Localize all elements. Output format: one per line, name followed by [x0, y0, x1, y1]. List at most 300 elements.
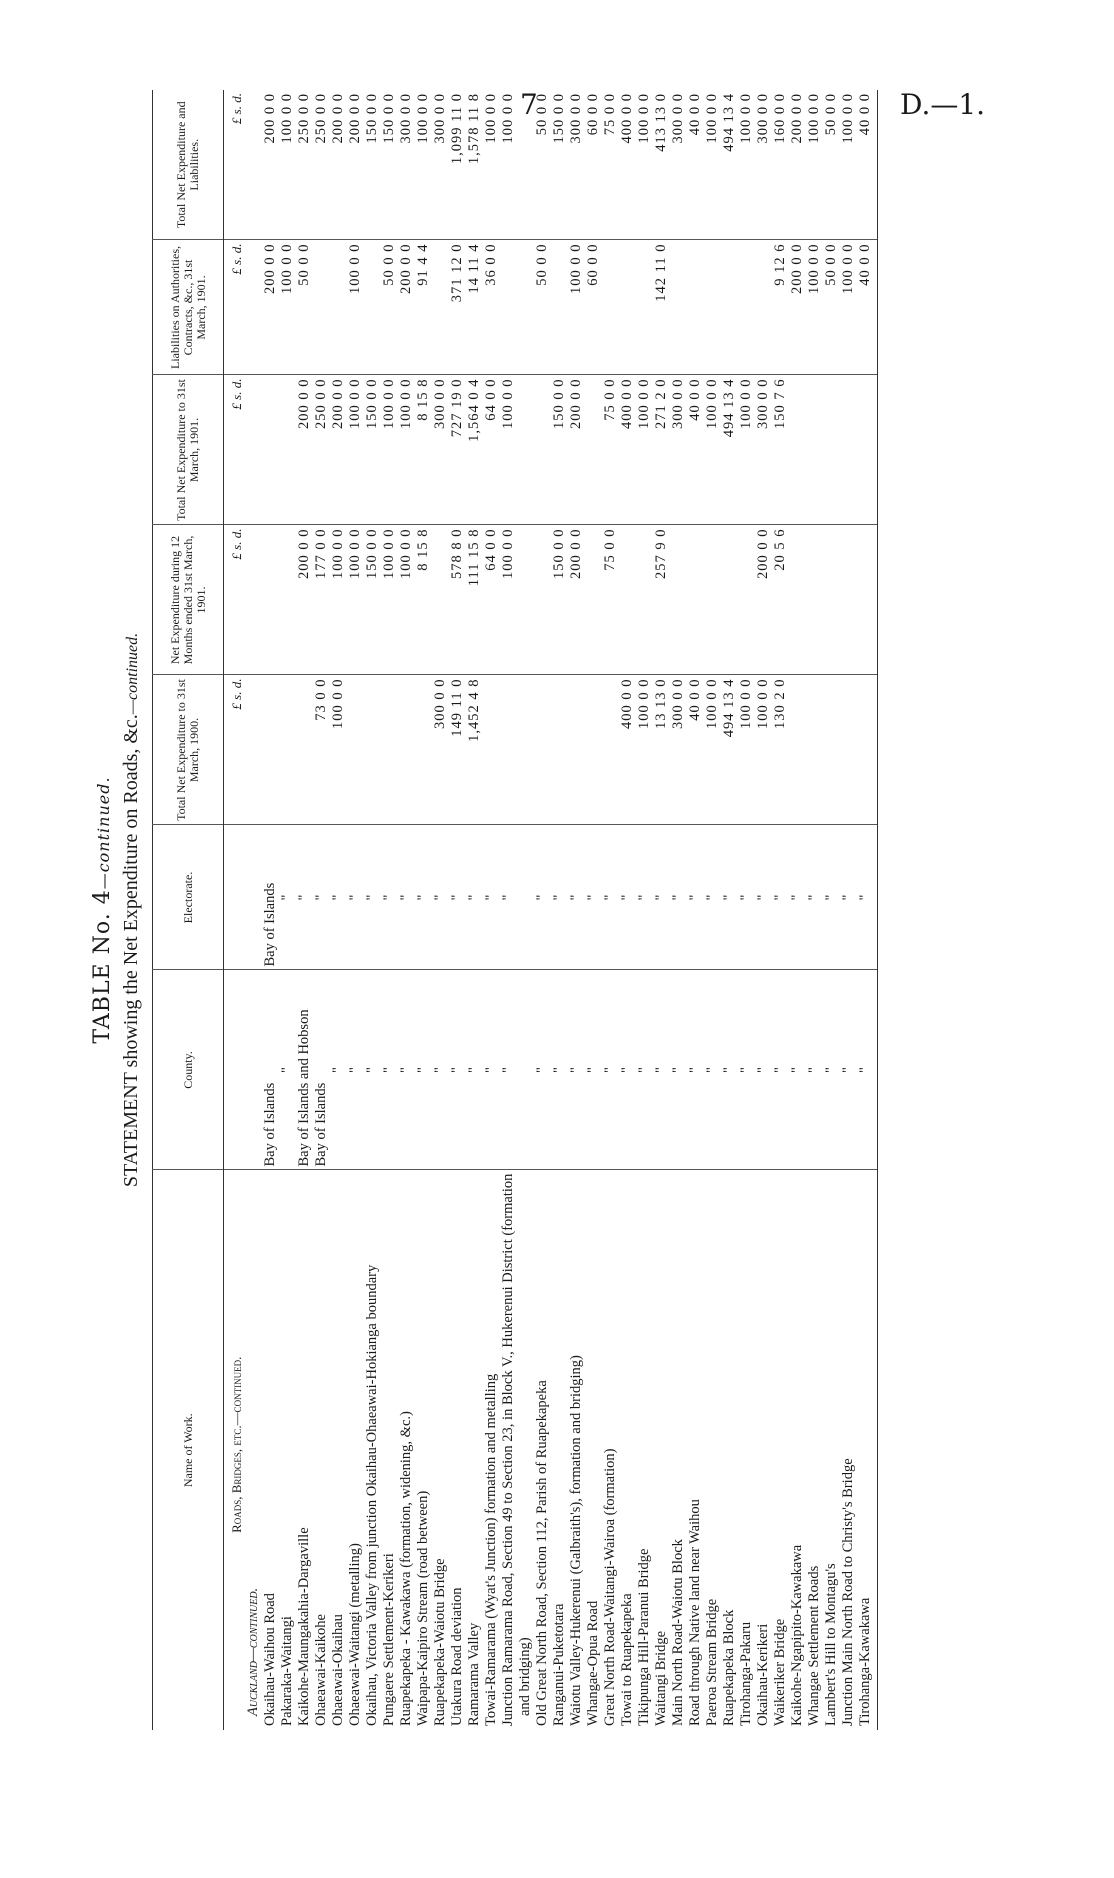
exp12-cell — [636, 525, 653, 675]
county-cell: " — [738, 970, 755, 1170]
liabilities-cell — [670, 240, 687, 375]
table-row — [500, 90, 534, 1730]
units-label: £ s. d. — [229, 93, 244, 125]
total-cell: 1,099 11 0 — [449, 93, 465, 165]
exp1901-cell: 8 15 8 — [415, 375, 432, 525]
expenditure-table — [152, 90, 878, 1730]
work-cell: Tirohanga-Kawakawa — [857, 1170, 878, 1730]
liabilities-cell — [687, 240, 704, 375]
exp1900-cell — [483, 675, 500, 825]
exp1901-cell: 100 0 0 — [704, 375, 721, 525]
exp12-cell — [840, 525, 857, 675]
table-row — [738, 90, 755, 1730]
county-cell: " — [449, 970, 466, 1170]
table-row — [483, 90, 500, 1730]
exp1900-cell — [534, 675, 551, 825]
electorate-cell: Bay of Islands — [262, 825, 279, 970]
section-title: Roads, Bridges, etc.—continued. — [224, 1170, 246, 1730]
col-header-exp1900: Total Net Expenditure to 31st March, 1900. — [153, 675, 224, 825]
total-cell: 200 0 0 — [347, 93, 363, 144]
electorate-cell: " — [772, 825, 789, 970]
exp1901-cell: 100 0 0 — [500, 375, 534, 525]
county-cell: Bay of Islands — [262, 970, 279, 1170]
work-cell: Pakaraka-Waitangi — [279, 1170, 296, 1730]
exp1900-cell — [857, 675, 878, 825]
work-cell: Utakura Road deviation — [449, 1170, 466, 1730]
total-cell: 100 0 0 — [806, 93, 822, 144]
electorate-cell: " — [551, 825, 568, 970]
liabilities-cell: 50 0 0 — [534, 240, 551, 375]
county-cell: " — [381, 970, 398, 1170]
total-cell: 100 0 0 — [704, 93, 720, 144]
exp12-cell — [789, 525, 806, 675]
electorate-cell: " — [585, 825, 602, 970]
exp12-cell: 111 15 8 — [466, 525, 483, 675]
empty-cell — [245, 525, 262, 675]
exp12-cell: 8 15 8 — [415, 525, 432, 675]
exp1901-cell: 75 0 0 — [602, 375, 619, 525]
county-cell: " — [653, 970, 670, 1170]
table-row — [381, 90, 398, 1730]
exp1901-cell: 200 0 0 — [568, 375, 585, 525]
exp12-cell: 100 0 0 — [500, 525, 534, 675]
exp1900-cell — [262, 675, 279, 825]
table-row — [449, 90, 466, 1730]
total-cell: 494 13 4 — [721, 93, 737, 152]
col-header-total: Total Net Expenditure and Liabilities. — [153, 90, 224, 240]
exp12-cell — [279, 525, 296, 675]
electorate-cell: " — [483, 825, 500, 970]
empty-cell — [245, 825, 262, 970]
exp1900-cell — [347, 675, 364, 825]
exp12-cell: 100 0 0 — [398, 525, 415, 675]
county-cell: Bay of Islands — [313, 970, 330, 1170]
exp1901-cell: 100 0 0 — [398, 375, 415, 525]
liabilities-cell — [704, 240, 721, 375]
col-header-liabilities: Liabilities on Authorities, Contracts, &c., 31st March, 1901. — [153, 240, 224, 375]
page-number: 7 — [520, 88, 538, 121]
exp1900-cell: 149 11 0 — [449, 675, 466, 825]
exp12-cell — [619, 525, 636, 675]
exp1901-cell: 64 0 0 — [483, 375, 500, 525]
exp1900-cell — [840, 675, 857, 825]
exp1901-cell — [789, 375, 806, 525]
exp1900-cell — [500, 675, 534, 825]
county-cell: " — [534, 970, 551, 1170]
exp12-cell: 100 0 0 — [381, 525, 398, 675]
work-cell: Okaihau-Kerikeri — [755, 1170, 772, 1730]
table-row — [313, 90, 330, 1730]
table-row — [347, 90, 364, 1730]
electorate-cell: " — [670, 825, 687, 970]
work-cell: Whangae Settlement Roads — [806, 1170, 823, 1730]
exp12-cell: 100 0 0 — [330, 525, 347, 675]
electorate-cell: " — [840, 825, 857, 970]
work-cell: Great North Road-Waitangi-Wairoa (formation) — [602, 1170, 619, 1730]
col-header-exp12: Net Expenditure during 12 Months ended 31st March, 1901. — [153, 525, 224, 675]
exp1900-cell: 494 13 4 — [721, 675, 738, 825]
table-row — [653, 90, 670, 1730]
exp12-cell — [687, 525, 704, 675]
electorate-cell: " — [687, 825, 704, 970]
liabilities-cell — [721, 240, 738, 375]
liabilities-cell: 200 0 0 — [398, 240, 415, 375]
exp1900-cell — [602, 675, 619, 825]
table-row — [721, 90, 738, 1730]
electorate-cell: " — [313, 825, 330, 970]
units-label: £ s. d. — [224, 525, 246, 675]
liabilities-cell: 371 12 0 — [449, 240, 466, 375]
work-cell: Ruapekapeka-Waiotu Bridge — [432, 1170, 449, 1730]
total-cell: 300 0 0 — [432, 93, 448, 144]
exp1901-cell — [806, 375, 823, 525]
liabilities-cell: 9 12 6 — [772, 240, 789, 375]
exp1900-cell: 13 13 0 — [653, 675, 670, 825]
liabilities-cell — [330, 240, 347, 375]
empty-cell — [245, 675, 262, 825]
exp1900-cell: 1,452 4 8 — [466, 675, 483, 825]
table-row — [585, 90, 602, 1730]
total-cell: 250 0 0 — [313, 93, 329, 144]
table-row — [534, 90, 551, 1730]
exp1901-cell: 150 7 6 — [772, 375, 789, 525]
col-header-county: County. — [153, 970, 224, 1170]
county-cell: " — [602, 970, 619, 1170]
section-subtitle: Auckland—continued. — [245, 1170, 262, 1730]
exp12-cell: 200 0 0 — [568, 525, 585, 675]
exp12-cell — [823, 525, 840, 675]
exp1901-cell — [262, 375, 279, 525]
electorate-cell: " — [279, 825, 296, 970]
units-spacer — [224, 970, 246, 1170]
exp1900-cell — [398, 675, 415, 825]
work-cell: Paeroa Stream Bridge — [704, 1170, 721, 1730]
work-cell: Old Great North Road, Section 112, Parish of Ruapekapeka — [534, 1170, 551, 1730]
exp1901-cell: 100 0 0 — [636, 375, 653, 525]
total-cell: 100 0 0 — [738, 93, 754, 144]
exp12-cell — [262, 525, 279, 675]
table-row — [755, 90, 772, 1730]
table-row — [296, 90, 313, 1730]
statement-subtitle-text: STATEMENT showing the Net Expenditure on Roads, &c. — [120, 714, 142, 1188]
units-row — [224, 90, 246, 1730]
exp12-cell — [738, 525, 755, 675]
liabilities-cell — [432, 240, 449, 375]
exp12-cell — [432, 525, 449, 675]
electorate-cell: " — [789, 825, 806, 970]
electorate-cell: " — [432, 825, 449, 970]
work-cell: Ohaeawai-Okaihau — [330, 1170, 347, 1730]
table-row — [670, 90, 687, 1730]
exp1900-cell — [585, 675, 602, 825]
exp1901-cell — [279, 375, 296, 525]
exp12-cell: 20 5 6 — [772, 525, 789, 675]
county-cell: " — [279, 970, 296, 1170]
table-row — [466, 90, 483, 1730]
exp1901-cell: 200 0 0 — [296, 375, 313, 525]
exp12-cell: 578 8 0 — [449, 525, 466, 675]
liabilities-cell: 200 0 0 — [262, 240, 279, 375]
county-cell: " — [823, 970, 840, 1170]
liabilities-cell — [738, 240, 755, 375]
county-cell: " — [670, 970, 687, 1170]
total-cell: 1,578 11 8 — [466, 93, 482, 165]
liabilities-cell: 36 0 0 — [483, 240, 500, 375]
exp12-cell — [806, 525, 823, 675]
work-cell: Lambert's Hill to Montagu's — [823, 1170, 840, 1730]
rotated-statement — [90, 90, 1110, 1730]
liabilities-cell: 91 4 4 — [415, 240, 432, 375]
electorate-cell: " — [500, 825, 534, 970]
total-cell: 300 0 0 — [398, 93, 414, 144]
exp1901-cell — [857, 375, 878, 525]
table-row — [857, 90, 878, 1730]
units-label: £ s. d. — [224, 240, 246, 375]
exp1900-cell — [381, 675, 398, 825]
exp1900-cell: 100 0 0 — [704, 675, 721, 825]
work-cell: Tirohanga-Pakaru — [738, 1170, 755, 1730]
exp1900-cell: 100 0 0 — [636, 675, 653, 825]
county-cell: " — [687, 970, 704, 1170]
exp1900-cell: 300 0 0 — [670, 675, 687, 825]
exp12-cell — [857, 525, 878, 675]
table-row — [364, 90, 381, 1730]
total-cell: 75 0 0 — [602, 93, 618, 136]
total-cell: 150 0 0 — [551, 93, 567, 144]
work-cell: Waikeriker Bridge — [772, 1170, 789, 1730]
electorate-cell: " — [296, 825, 313, 970]
electorate-cell: " — [721, 825, 738, 970]
total-cell: 100 0 0 — [483, 93, 499, 144]
exp12-cell: 150 0 0 — [551, 525, 568, 675]
county-cell: " — [789, 970, 806, 1170]
electorate-cell: " — [823, 825, 840, 970]
table-row — [636, 90, 653, 1730]
electorate-cell: " — [398, 825, 415, 970]
work-cell: Ranganui-Puketotara — [551, 1170, 568, 1730]
work-cell: Ohaeawai-Waitangi (metalling) — [347, 1170, 364, 1730]
table-row — [279, 90, 296, 1730]
county-cell: " — [806, 970, 823, 1170]
county-cell: " — [330, 970, 347, 1170]
total-cell: 250 0 0 — [296, 93, 312, 144]
county-cell: " — [398, 970, 415, 1170]
electorate-cell: " — [381, 825, 398, 970]
electorate-cell: " — [857, 825, 878, 970]
exp1901-cell: 727 19 0 — [449, 375, 466, 525]
exp12-cell: 200 0 0 — [296, 525, 313, 675]
empty-cell — [245, 970, 262, 1170]
exp12-cell — [704, 525, 721, 675]
electorate-cell: " — [449, 825, 466, 970]
liabilities-cell: 50 0 0 — [381, 240, 398, 375]
county-cell: " — [585, 970, 602, 1170]
empty-cell — [245, 375, 262, 525]
liabilities-cell: 60 0 0 — [585, 240, 602, 375]
statement-subtitle-continued: —continued. — [124, 632, 141, 715]
exp1901-cell — [823, 375, 840, 525]
units-spacer — [224, 825, 246, 970]
table-row — [432, 90, 449, 1730]
liabilities-cell — [602, 240, 619, 375]
work-cell: Junction Main North Road to Christy's Bridge — [840, 1170, 857, 1730]
work-cell: Main North Road-Waiotu Block — [670, 1170, 687, 1730]
exp1901-cell: 150 0 0 — [364, 375, 381, 525]
county-cell: " — [347, 970, 364, 1170]
work-cell: Towai to Ruapekapeka — [619, 1170, 636, 1730]
document-reference: D.—1. — [900, 88, 986, 121]
liabilities-cell — [500, 240, 534, 375]
exp1900-cell: 73 0 0 — [313, 675, 330, 825]
exp1901-cell — [840, 375, 857, 525]
total-cell: 150 0 0 — [364, 93, 380, 144]
liabilities-cell: 40 0 0 — [857, 240, 878, 375]
exp12-cell: 100 0 0 — [347, 525, 364, 675]
county-cell: " — [415, 970, 432, 1170]
liabilities-cell: 14 11 4 — [466, 240, 483, 375]
total-cell: 160 0 0 — [772, 93, 788, 144]
total-cell: 150 0 0 — [381, 93, 397, 144]
county-cell: Bay of Islands and Hobson — [296, 970, 313, 1170]
work-cell: Ruapekapeka Block — [721, 1170, 738, 1730]
col-header-electorate: Electorate. — [153, 825, 224, 970]
electorate-cell: " — [568, 825, 585, 970]
exp1900-cell — [823, 675, 840, 825]
county-cell: " — [432, 970, 449, 1170]
work-cell: Kaikohe-Ngapipito-Kawakawa — [789, 1170, 806, 1730]
total-cell: 400 0 0 — [619, 93, 635, 144]
total-cell: 40 0 0 — [857, 90, 878, 240]
liabilities-cell: 100 0 0 — [806, 240, 823, 375]
total-cell: 300 0 0 — [755, 93, 771, 144]
electorate-cell: " — [738, 825, 755, 970]
electorate-cell: " — [636, 825, 653, 970]
total-cell: 100 0 0 — [840, 93, 856, 144]
table-row — [568, 90, 585, 1730]
county-cell: " — [857, 970, 878, 1170]
county-cell: " — [704, 970, 721, 1170]
electorate-cell: " — [602, 825, 619, 970]
exp12-cell — [721, 525, 738, 675]
liabilities-cell — [551, 240, 568, 375]
electorate-cell: " — [466, 825, 483, 970]
table-title-continued: —continued. — [94, 776, 113, 890]
exp1900-cell — [296, 675, 313, 825]
exp1901-cell — [585, 375, 602, 525]
electorate-cell: " — [653, 825, 670, 970]
total-cell: 100 0 0 — [279, 93, 295, 144]
work-cell: Junction Ramarama Road, Section 49 to Section 23, in Block V., Hukerenui District (formation and bridging) — [500, 1170, 534, 1730]
liabilities-cell — [619, 240, 636, 375]
county-cell: " — [500, 970, 534, 1170]
electorate-cell: " — [534, 825, 551, 970]
county-cell: " — [721, 970, 738, 1170]
county-cell: " — [772, 970, 789, 1170]
exp1901-cell: 271 2 0 — [653, 375, 670, 525]
liabilities-cell: 50 0 0 — [823, 240, 840, 375]
header-row — [153, 90, 224, 1730]
exp1901-cell — [534, 375, 551, 525]
liabilities-cell — [313, 240, 330, 375]
table-row — [823, 90, 840, 1730]
work-cell: Ramarama Valley — [466, 1170, 483, 1730]
county-cell: " — [755, 970, 772, 1170]
exp1901-cell: 300 0 0 — [432, 375, 449, 525]
empty-cell — [245, 240, 262, 375]
electorate-cell: " — [415, 825, 432, 970]
work-cell: Okaihau-Waihou Road — [262, 1170, 279, 1730]
work-cell: Okaihau, Victoria Valley from junction Okaihau-Ohaeawai-Hokianga boundary — [364, 1170, 381, 1730]
table-title-text: TABLE No. 4 — [90, 889, 115, 1044]
exp1901-cell: 494 13 4 — [721, 375, 738, 525]
exp12-cell — [670, 525, 687, 675]
work-cell: Towai-Ramarama (Wyat's Junction) formation and metalling — [483, 1170, 500, 1730]
total-cell: 413 13 0 — [653, 93, 669, 152]
table-row — [262, 90, 279, 1730]
work-cell: Ruapekapeka - Kawakawa (formation, widening, &c.) — [398, 1170, 415, 1730]
total-cell: 300 0 0 — [670, 93, 686, 144]
table-title — [90, 90, 115, 1730]
table-row — [840, 90, 857, 1730]
exp1901-cell: 40 0 0 — [687, 375, 704, 525]
units-label: £ s. d. — [224, 675, 246, 825]
liabilities-cell: 50 0 0 — [296, 240, 313, 375]
exp1901-cell: 300 0 0 — [755, 375, 772, 525]
county-cell: " — [840, 970, 857, 1170]
liabilities-cell: 100 0 0 — [568, 240, 585, 375]
table-row — [602, 90, 619, 1730]
exp1901-cell: 150 0 0 — [551, 375, 568, 525]
col-header-work: Name of Work. — [153, 1170, 224, 1730]
subsection-row — [245, 90, 262, 1730]
county-cell: " — [466, 970, 483, 1170]
statement-subtitle — [120, 90, 143, 1730]
exp1900-cell — [568, 675, 585, 825]
county-cell: " — [551, 970, 568, 1170]
col-header-exp1901: Total Net Expenditure to 31st March, 1901. — [153, 375, 224, 525]
total-cell: 60 0 0 — [585, 93, 601, 136]
exp1900-cell — [551, 675, 568, 825]
county-cell: " — [483, 970, 500, 1170]
units-label: £ s. d. — [224, 375, 246, 525]
total-cell: 300 0 0 — [568, 93, 584, 144]
electorate-cell: " — [704, 825, 721, 970]
total-cell: 200 0 0 — [789, 93, 805, 144]
total-cell: 200 0 0 — [262, 93, 278, 144]
liabilities-cell: 142 11 0 — [653, 240, 670, 375]
county-cell: " — [364, 970, 381, 1170]
exp1900-cell: 100 0 0 — [755, 675, 772, 825]
exp12-cell: 177 0 0 — [313, 525, 330, 675]
electorate-cell: " — [755, 825, 772, 970]
liabilities-cell: 100 0 0 — [347, 240, 364, 375]
exp1900-cell: 400 0 0 — [619, 675, 636, 825]
electorate-cell: " — [330, 825, 347, 970]
exp12-cell: 64 0 0 — [483, 525, 500, 675]
exp1901-cell: 100 0 0 — [347, 375, 364, 525]
county-cell: " — [636, 970, 653, 1170]
exp1900-cell — [789, 675, 806, 825]
work-cell: Whangae-Opua Road — [585, 1170, 602, 1730]
total-cell: 50 0 0 — [534, 93, 550, 136]
exp12-cell: 150 0 0 — [364, 525, 381, 675]
exp1900-cell — [279, 675, 296, 825]
table-row — [415, 90, 432, 1730]
exp1900-cell — [806, 675, 823, 825]
exp1900-cell — [415, 675, 432, 825]
exp1900-cell: 100 0 0 — [330, 675, 347, 825]
table-row — [330, 90, 347, 1730]
